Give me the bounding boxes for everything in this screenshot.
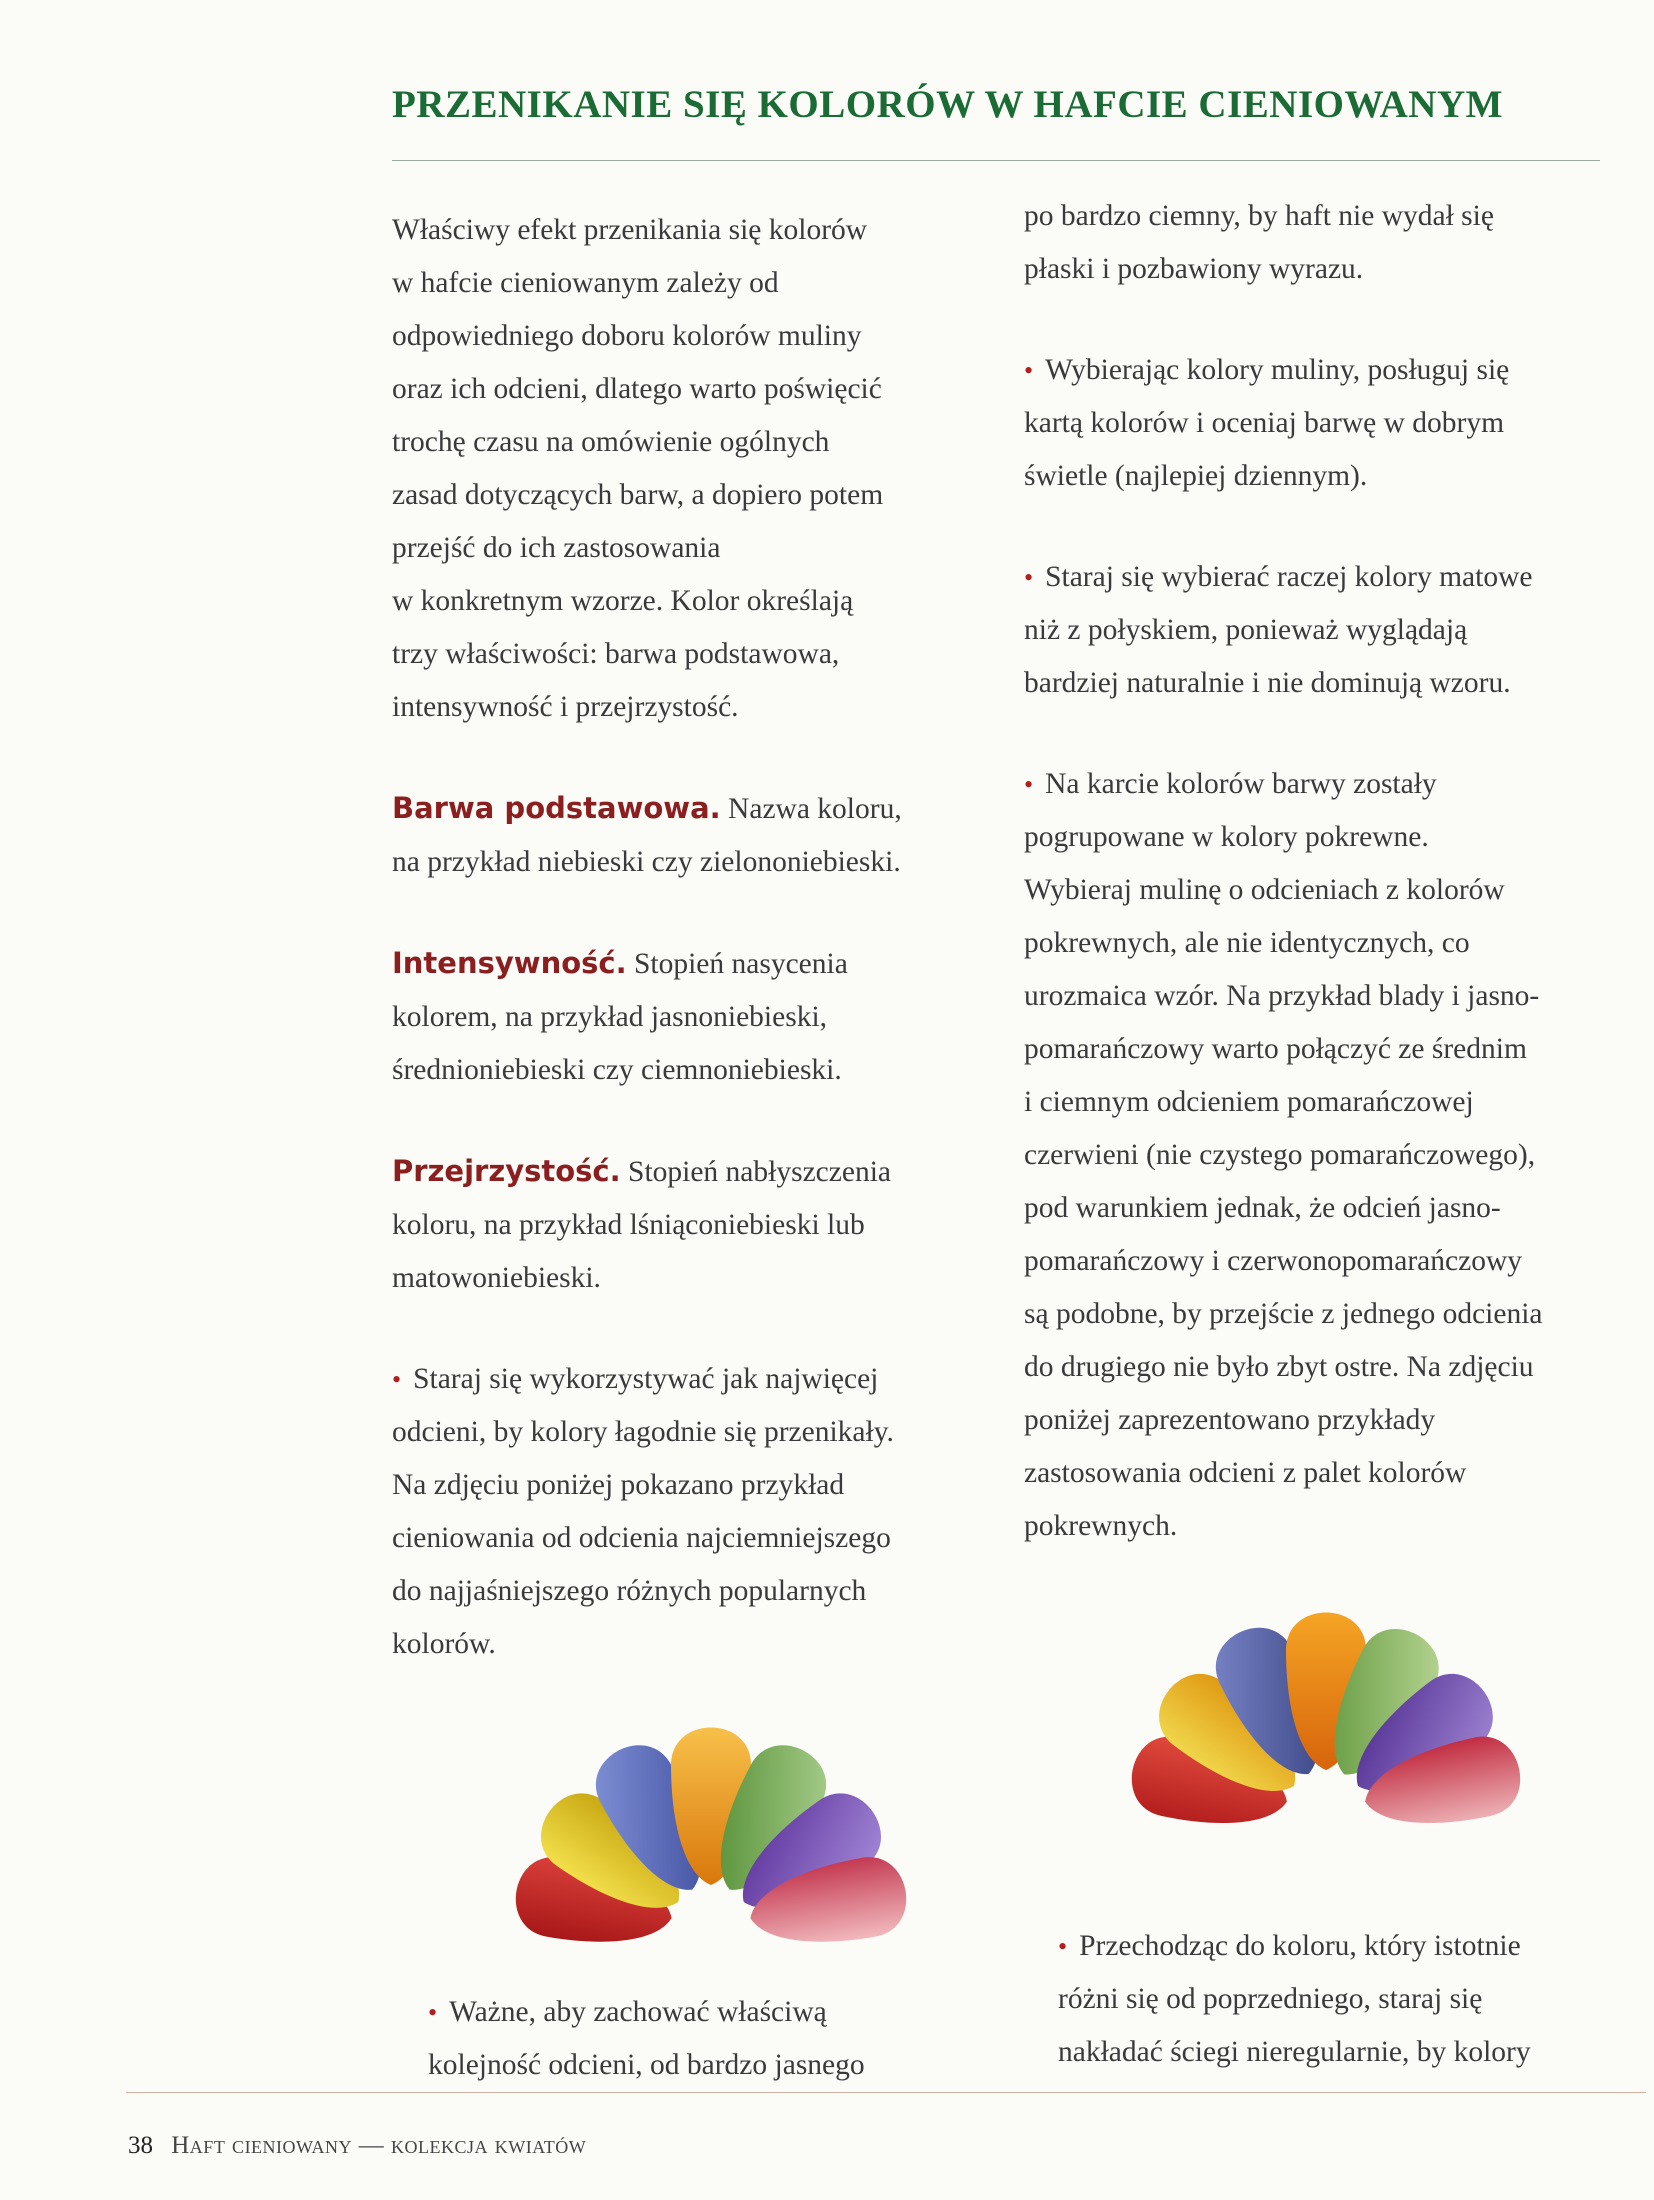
page-number: 38 <box>128 2132 153 2159</box>
bullet-item <box>1058 1920 1638 2079</box>
bullet-item <box>392 1353 1012 1671</box>
text-line: przejść do ich zastosowania <box>392 532 721 564</box>
text-line: różni się od poprzedniego, staraj się <box>1058 1983 1483 2015</box>
text-line: w hafcie cieniowanym zależy od <box>392 267 779 299</box>
text-line: matowoniebieski. <box>392 1262 601 1294</box>
text-line: na przykład niebieski czy zielononiebieski. <box>392 846 901 878</box>
text-line: koloru, na przykład lśniąconiebieski lub <box>392 1209 865 1241</box>
text-line: pokrewnych. <box>1024 1510 1178 1542</box>
continuation-paragraph <box>1024 190 1624 296</box>
text-line: są podobne, by przejście z jednego odcienia <box>1024 1298 1543 1330</box>
bullet-icon: • <box>1024 770 1034 799</box>
text-line: Wybierając kolory muliny, posługuj się <box>1045 354 1510 386</box>
text-line: bardziej naturalnie i nie dominują wzoru. <box>1024 667 1511 699</box>
text-line: trzy właściwości: barwa podstawowa, <box>392 638 840 670</box>
text-line: odcieni, by kolory łagodnie się przenikały. <box>392 1416 894 1448</box>
definition-przejrzystosc <box>392 1145 1012 1305</box>
title-divider <box>392 160 1600 161</box>
footer-divider <box>126 2092 1646 2093</box>
text-line: kolorem, na przykład jasnoniebieski, <box>392 1001 828 1033</box>
bullet-item <box>1024 758 1624 1553</box>
text-line: zastosowania odcieni z palet kolorów <box>1024 1457 1467 1489</box>
text-line: pokrewnych, ale nie identycznych, co <box>1024 927 1470 959</box>
bullet-icon: • <box>1024 563 1034 592</box>
text-line: niż z połyskiem, ponieważ wyglądają <box>1024 614 1468 646</box>
bullet-icon: • <box>1024 356 1034 385</box>
text-line: pomarańczowy warto połączyć ze średnim <box>1024 1033 1527 1065</box>
bullet-item <box>1024 551 1624 710</box>
text-line: po bardzo ciemny, by haft nie wydał się <box>1024 200 1494 232</box>
left-column <box>392 204 1012 1671</box>
text-line: pogrupowane w kolory pokrewne. <box>1024 821 1429 853</box>
left-bottom-bullet <box>428 1986 988 2092</box>
page-footer <box>128 2132 586 2160</box>
term-intensywnosc: Intensywność. <box>392 946 627 980</box>
term-barwa-podstawowa: Barwa podstawowa. <box>392 791 721 825</box>
text-line: Wybieraj mulinę o odcieniach z kolorów <box>1024 874 1505 906</box>
text-line: poniżej zaprezentowano przykłady <box>1024 1404 1436 1436</box>
intro-paragraph <box>392 204 1012 734</box>
bullet-icon: • <box>392 1365 402 1394</box>
text-line: kolejność odcieni, od bardzo jasnego <box>428 2049 865 2081</box>
text-line: oraz ich odcieni, dlatego warto poświęcić <box>392 373 882 405</box>
text-line: Nazwa koloru, <box>720 793 902 825</box>
page-title: PRZENIKANIE SIĘ KOLORÓW W HAFCIE CIENIOWANYM <box>392 83 1503 126</box>
bullet-item <box>1024 344 1624 503</box>
definition-barwa <box>392 782 1012 889</box>
text-line: płaski i pozbawiony wyrazu. <box>1024 253 1364 285</box>
text-line: do drugiego nie było zbyt ostre. Na zdjęciu <box>1024 1351 1534 1383</box>
text-line: odpowiedniego doboru kolorów muliny <box>392 320 862 352</box>
right-bottom-bullet <box>1058 1920 1638 2079</box>
right-column <box>1024 190 1624 1553</box>
text-line: Stopień nabłyszczenia <box>620 1156 891 1188</box>
definition-intensywnosc <box>392 937 1012 1097</box>
text-line: Staraj się wybierać raczej kolory matowe <box>1045 561 1533 593</box>
embroidery-fan-photo-left <box>486 1670 936 1990</box>
term-przejrzystosc: Przejrzystość. <box>392 1154 621 1188</box>
bullet-icon: • <box>1058 1932 1068 1961</box>
text-line: urozmaica wzór. Na przykład blady i jasno- <box>1024 980 1540 1012</box>
text-line: i ciemnym odcieniem pomarańczowej <box>1024 1086 1474 1118</box>
text-line: świetle (najlepiej dziennym). <box>1024 460 1368 492</box>
text-line: pod warunkiem jednak, że odcień jasno- <box>1024 1192 1501 1224</box>
running-title: Haft cieniowany — kolekcja kwiatów <box>171 2132 587 2159</box>
text-line: trochę czasu na omówienie ogólnych <box>392 426 830 458</box>
text-line: średnioniebieski czy ciemnoniebieski. <box>392 1054 842 1086</box>
text-line: Na zdjęciu poniżej pokazano przykład <box>392 1469 845 1501</box>
text-line: nakładać ściegi nieregularnie, by kolory <box>1058 2036 1531 2068</box>
text-line: do najjaśniejszego różnych popularnych <box>392 1575 867 1607</box>
text-line: cieniowania od odcienia najciemniejszego <box>392 1522 891 1554</box>
text-line: Ważne, aby zachować właściwą <box>449 1996 827 2028</box>
text-line: czerwieni (nie czystego pomarańczowego), <box>1024 1139 1536 1171</box>
text-line: w konkretnym wzorze. Kolor określają <box>392 585 854 617</box>
text-line: Na karcie kolorów barwy zostały <box>1045 768 1437 800</box>
text-line: zasad dotyczących barw, a dopiero potem <box>392 479 884 511</box>
embroidery-fan-photo-right <box>1116 1570 1566 1870</box>
bullet-item <box>428 1986 988 2092</box>
text-line: Staraj się wykorzystywać jak najwięcej <box>413 1363 879 1395</box>
text-line: kartą kolorów i oceniaj barwę w dobrym <box>1024 407 1505 439</box>
text-line: pomarańczowy i czerwonopomarańczowy <box>1024 1245 1522 1277</box>
text-line: kolorów. <box>392 1628 496 1660</box>
text-line: Przechodząc do koloru, który istotnie <box>1079 1930 1521 1962</box>
text-line: Stopień nasycenia <box>626 948 848 980</box>
text-line: Właściwy efekt przenikania się kolorów <box>392 214 868 246</box>
bullet-icon: • <box>428 1998 438 2027</box>
text-line: intensywność i przejrzystość. <box>392 691 739 723</box>
